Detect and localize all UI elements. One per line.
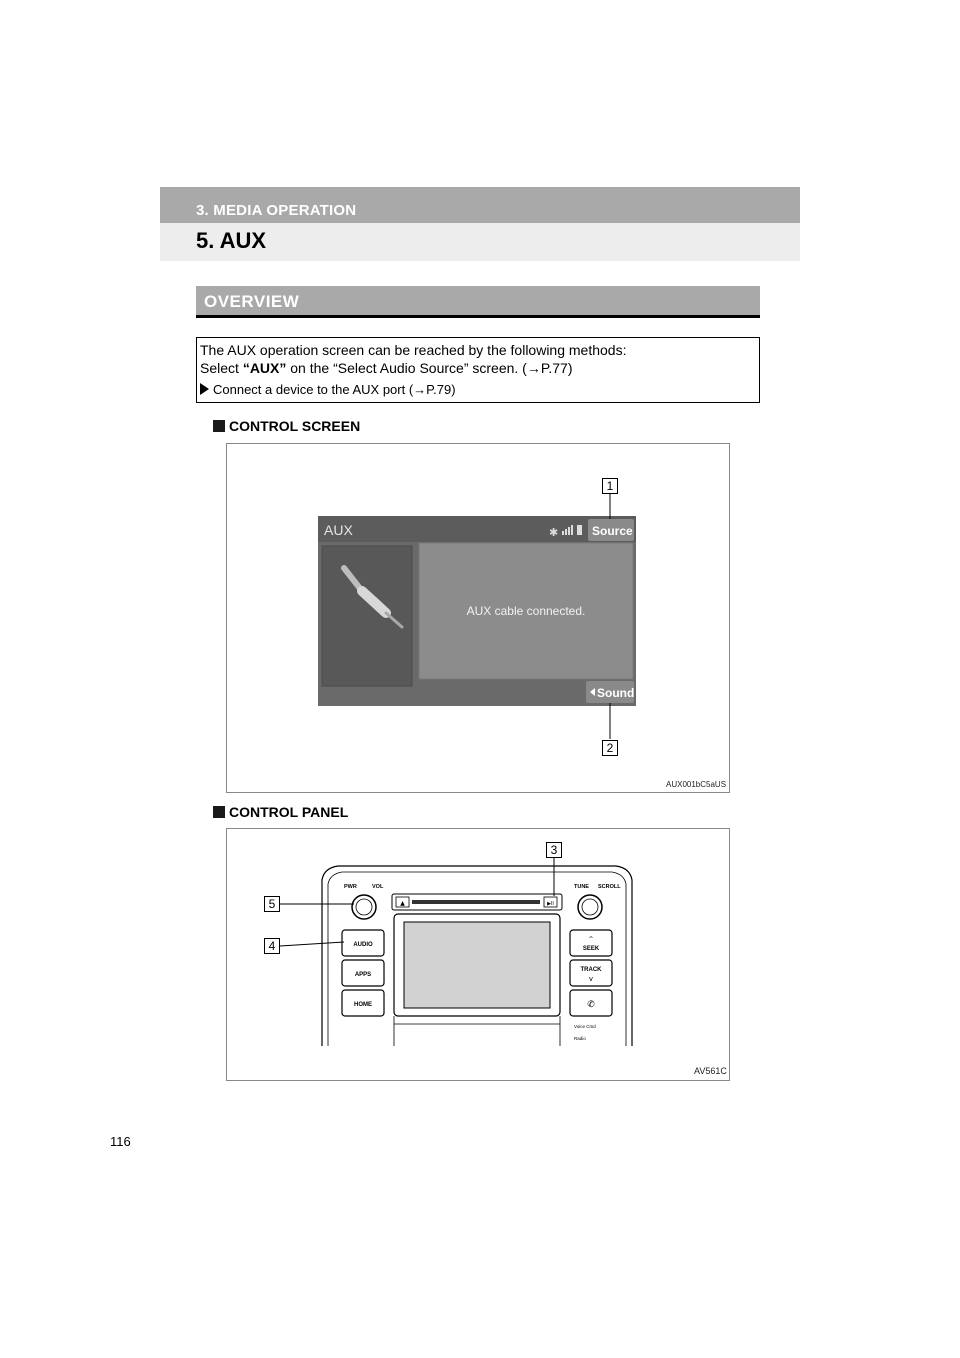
- control-screen-illustration: [226, 443, 730, 793]
- overview-line2-bold: “AUX”: [242, 360, 287, 376]
- aux-message: AUX cable connected.: [466, 604, 586, 618]
- page-number: 116: [110, 1134, 131, 1149]
- scroll-label: SCROLL: [598, 884, 621, 890]
- bluetooth-icon: [549, 526, 558, 539]
- eject-icon: ▲: [400, 900, 405, 907]
- pwr-label: PWR: [344, 884, 357, 890]
- home-button-label: HOME: [354, 1002, 372, 1008]
- figure-code-screen: AUX001bC5aUS: [666, 780, 727, 789]
- overview-text-line1: The AUX operation screen can be reached by the following methods:: [200, 342, 627, 358]
- control-panel-heading: [213, 804, 348, 820]
- overview-underline: [196, 315, 760, 318]
- control-panel-heading-text: CONTROL PANEL: [229, 804, 349, 820]
- callout-3: 3: [546, 842, 562, 858]
- cd-slot: [412, 900, 540, 904]
- play-pause-icon: ▶II: [547, 901, 554, 907]
- seek-label: SEEK: [582, 946, 600, 952]
- track-label: TRACK: [580, 967, 602, 973]
- battery-icon: [577, 525, 582, 535]
- control-screen-heading-text: CONTROL SCREEN: [229, 418, 361, 434]
- callout-4-leader: [280, 942, 344, 946]
- figure-code-panel: AV561C: [694, 1066, 727, 1076]
- callout-5: 5: [264, 896, 280, 912]
- audio-button-label: AUDIO: [353, 942, 373, 948]
- aux-artwork-panel: [322, 546, 412, 686]
- sound-button-label: Sound: [597, 686, 635, 700]
- overview-text-line2: [200, 360, 573, 376]
- svg-text:✱: ✱: [549, 526, 559, 539]
- callout-4: 4: [264, 938, 280, 954]
- square-bullet-icon: [213, 420, 225, 432]
- source-button-label: Source: [592, 524, 633, 538]
- tune-scroll-knob[interactable]: [578, 895, 602, 919]
- tune-label: TUNE: [574, 884, 589, 890]
- bullet-triangle-icon: [200, 383, 209, 395]
- overview-heading: OVERVIEW: [204, 292, 300, 311]
- overview-line2-post: on the “Select Audio Source” screen. (→P.77): [286, 360, 573, 376]
- overview-line2-pre: Select: [200, 360, 243, 376]
- display-screen: [404, 922, 550, 1008]
- apps-button-label: APPS: [354, 972, 372, 978]
- aux-screen-title: AUX: [324, 522, 353, 538]
- page-title: 5. AUX: [196, 228, 267, 253]
- chevron-up-icon: ^: [588, 936, 594, 943]
- overview-bullet: [200, 382, 456, 397]
- control-screen-heading: [213, 418, 360, 434]
- square-bullet-icon: [213, 806, 225, 818]
- control-panel-illustration: [226, 828, 730, 1081]
- seek-up-button[interactable]: [570, 930, 612, 956]
- voice-command-icon: Voice Cmd: [574, 1024, 596, 1029]
- panel-lower-lines: [394, 1016, 560, 1046]
- vol-label: VOL: [372, 884, 384, 890]
- section-title: 3. MEDIA OPERATION: [196, 202, 357, 219]
- phone-icon: ✆: [587, 1000, 595, 1010]
- chevron-down-icon: v: [588, 975, 594, 983]
- overview-bullet-text: Connect a device to the AUX port (→P.79): [213, 382, 456, 397]
- callout-1: 1: [602, 478, 618, 494]
- radio-icon: Radio: [574, 1036, 586, 1041]
- callout-2: 2: [602, 740, 618, 756]
